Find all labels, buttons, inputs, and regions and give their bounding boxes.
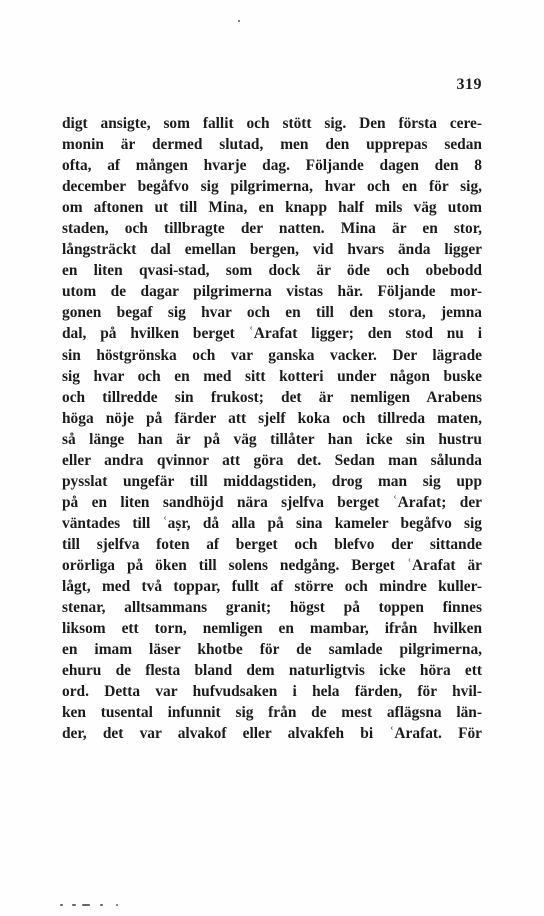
text-line: digt ansigte, som fallit och stött sig. Den första cere- bbox=[62, 115, 482, 132]
text-line: väntades till ʿaṣr, då alla på sina kameler begåfvo sig bbox=[62, 514, 482, 532]
text-line: eller andra qvinnor att göra det. Sedan man sålunda bbox=[62, 451, 482, 469]
text-line: en liten qvasi-stad, som dock är öde och obebodd bbox=[62, 262, 482, 280]
page-number: 319 bbox=[456, 76, 482, 93]
text-line: till sjelfva foten af berget och blefvo der sittande bbox=[62, 535, 482, 553]
text-line: om aftonen ut till Mina, en knapp half mils väg utom bbox=[62, 199, 482, 217]
text-line: liksom ett torn, nemligen en mambar, ifrån hvilken bbox=[62, 620, 482, 638]
text-line: staden, och tillbragte der natten. Mina är en stor, bbox=[62, 220, 482, 238]
ink-marks bbox=[60, 904, 140, 908]
body-text bbox=[62, 113, 482, 744]
text-line: långsträckt dal emellan bergen, vid hvars ända ligger bbox=[62, 241, 482, 259]
text-line: der, det var alvakof eller alvakfeh bi ʿArafat. För bbox=[62, 725, 482, 743]
text-line: på en liten sandhöjd nära sjelfva berget ʿArafat; der bbox=[62, 493, 482, 511]
text-line: utom de dagar pilgrimerna vistas här. Följande mor- bbox=[62, 283, 482, 301]
text-line: stenar, alltsammans granit; högst på toppen finnes bbox=[62, 599, 482, 617]
text-line: lågt, med två toppar, fullt af större och mindre kuller- bbox=[62, 578, 482, 596]
text-line: sig hvar och en med sitt kotteri under någon buske bbox=[62, 367, 482, 385]
ink-speck bbox=[238, 20, 240, 22]
text-line: så länge han är på väg tillåter han icke sin hustru bbox=[62, 430, 482, 448]
text-line: orörliga på öken till solens nedgång. Berget ʿArafat är bbox=[62, 556, 482, 574]
text-line: och tillredde sin frukost; det är nemligen Arabens bbox=[62, 388, 482, 406]
text-line: sin höstgrönska och var ganska vacker. Der lägrade bbox=[62, 346, 482, 364]
text-line: gonen begaf sig hvar och en till den stora, jemna bbox=[62, 304, 482, 322]
text-line: dal, på hvilken berget ʿArafat ligger; den stod nu i bbox=[62, 325, 482, 343]
text-line: pysslat ungefär till middagstiden, drog man sig upp bbox=[62, 472, 482, 490]
text-line: ehuru de flesta bland dem naturligtvis icke höra ett bbox=[62, 662, 482, 680]
text-line: ord. Detta var hufvudsaken i hela färden, för hvil- bbox=[62, 683, 482, 701]
text-line: ofta, af mången hvarje dag. Följande dagen den 8 bbox=[62, 157, 482, 175]
text-line: ken tusental infunnit sig från de mest aflägsna län- bbox=[62, 704, 482, 722]
text-line: höga nöje på färder att sjelf koka och tillreda maten, bbox=[62, 409, 482, 427]
text-line: monin är dermed slutad, men den upprepas sedan bbox=[62, 136, 482, 154]
text-line: en imam läser khotbe för de samlade pilgrimerna, bbox=[62, 641, 482, 659]
text-line: december begåfvo sig pilgrimerna, hvar och en för sig, bbox=[62, 178, 482, 196]
